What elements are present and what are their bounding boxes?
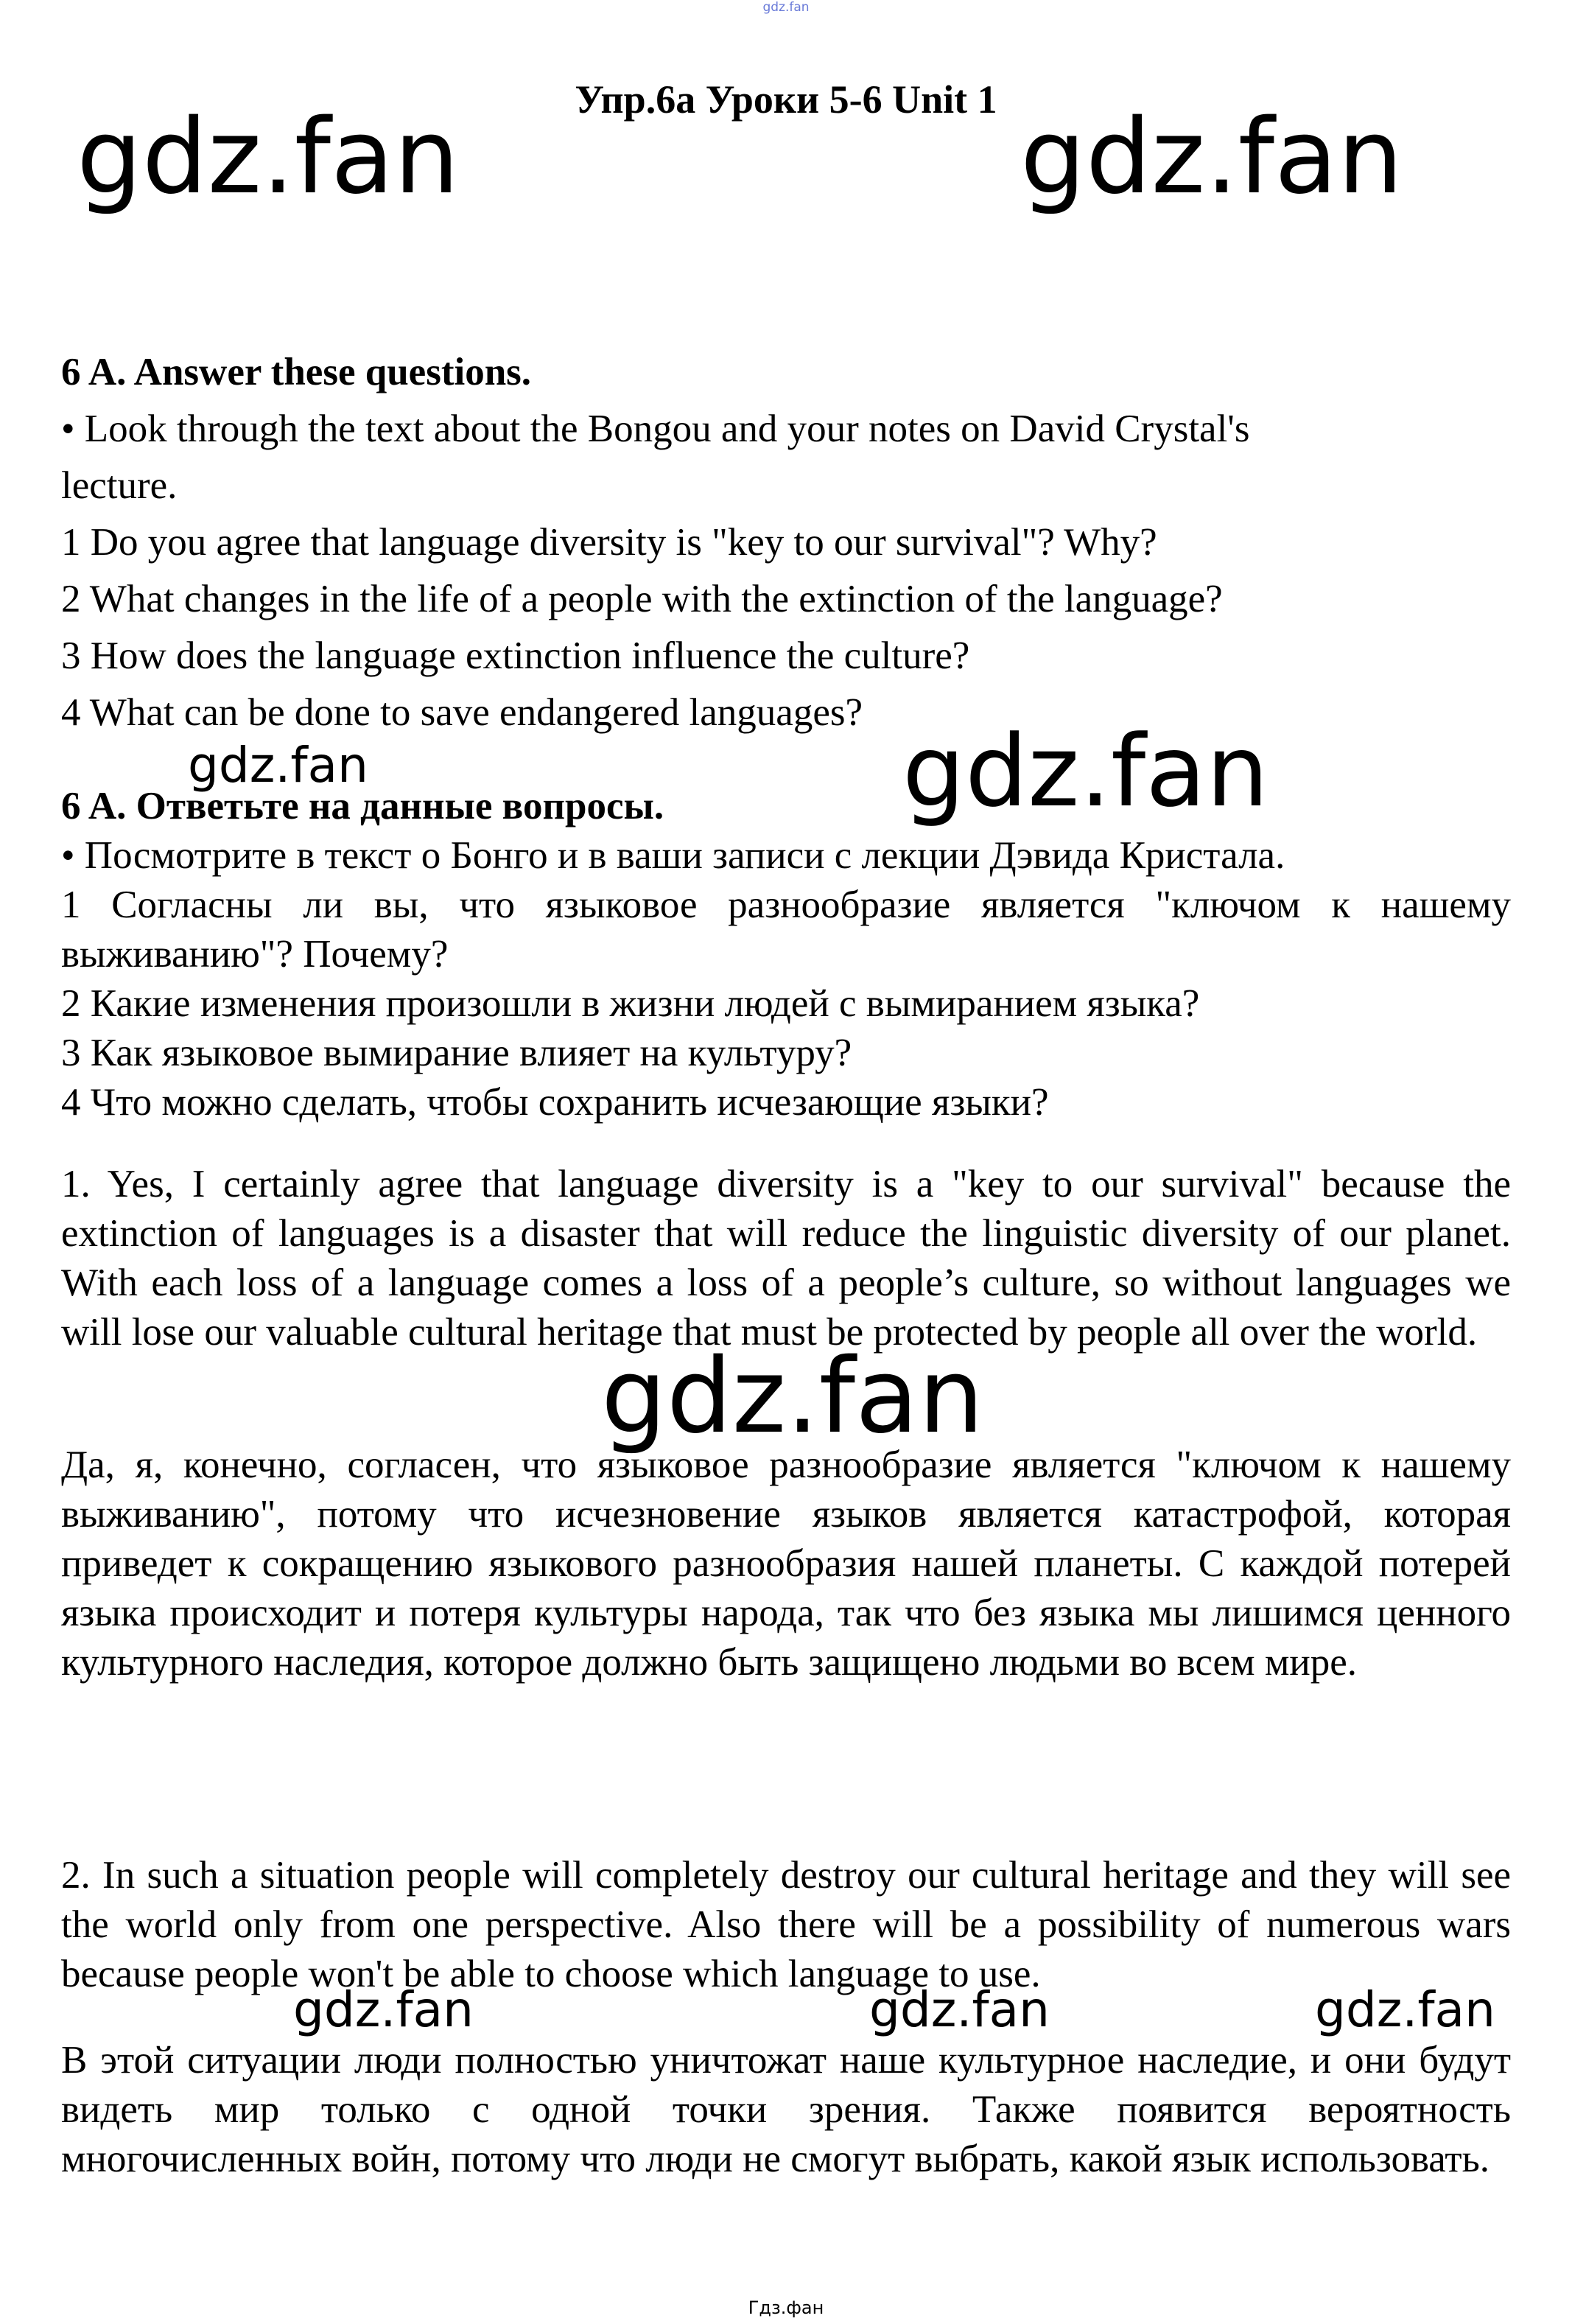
watermark-answer-2-left: gdz.fan	[293, 1981, 474, 2038]
task-en-question-3: 3 How does the language extinction influence the culture?	[61, 634, 970, 677]
task-ru-question-1: 1 Согласны ли вы, что языковое разнообразие является "ключом к нашему выживанию"? Почему?	[61, 883, 1511, 976]
answer-1-ru: Да, я, конечно, согласен, что языковое разнообразие является "ключом к нашему выживанию", потому что исчезновение языков является катастрофой, которая приведет к сокращению языкового разнообразия нашей планеты. С каждой потерей языка происходит и потеря культуры народа, так что без языка мы лишимся ценного культурного наследия, которое должно быть защищено людьми во всем мире.	[61, 1443, 1511, 1684]
watermark-mid-small: gdz.fan	[188, 737, 368, 794]
task-ru-heading: 6 A. Ответьте на данные вопросы.	[61, 785, 664, 827]
watermark-answer-2-center: gdz.fan	[869, 1981, 1050, 2038]
answer-1-en: 1. Yes, I certainly agree that language diversity is a "key to our survival" because the extinction of languages is a disaster that will reduce the linguistic diversity of our planet. With each loss of a language comes a loss of a people’s culture, so without languages we will lose our valuable cultural heritage that must be protected by people all over the world.	[61, 1163, 1511, 1354]
answer-2-ru: В этой ситуации люди полностью уничтожат наше культурное наследие, и они будут видеть мир только с одной точки зрения. Также появится вероятность многочисленных войн, потому что люди не смогут выбрать, какой язык использовать.	[61, 2039, 1511, 2180]
task-ru-question-3: 3 Как языковое вымирание влияет на культуру?	[61, 1032, 852, 1074]
task-ru-question-2: 2 Какие изменения произошли в жизни людей с вымиранием языка?	[61, 982, 1200, 1025]
task-ru-question-4: 4 Что можно сделать, чтобы сохранить исчезающие языки?	[61, 1081, 1049, 1124]
task-ru-intro: • Посмотрите в текст о Бонго и в ваши записи с лекции Дэвида Кристала.	[61, 834, 1285, 877]
task-en-question-1: 1 Do you agree that language diversity is "key to our survival"? Why?	[61, 521, 1157, 564]
watermark-mid-large: gdz.fan	[902, 714, 1269, 829]
page-title: Упр.6а Уроки 5-6 Unit 1	[575, 77, 997, 122]
answer-2-en: 2. In such a situation people will completely destroy our cultural heritage and they will see the world only from one perspective. Also there will be a possibility of numerous wars because people won't be able to choose which language to use.	[61, 1854, 1511, 1995]
top-watermark: gdz.fan	[762, 0, 810, 15]
footer-label: Гдз.фан	[748, 2297, 824, 2318]
watermark-answer-1: gdz.fan	[601, 1337, 984, 1457]
task-en-question-2: 2 What changes in the life of a people with the extinction of the language?	[61, 578, 1223, 620]
task-en-intro-line1: • Look through the text about the Bongou and your notes on David Crystal's	[61, 407, 1250, 450]
task-en-heading: 6 A. Answer these questions.	[61, 351, 532, 393]
task-en-question-4: 4 What can be done to save endangered languages?	[61, 691, 863, 734]
watermark-top-right: gdz.fan	[1020, 97, 1403, 217]
task-en-intro-line2: lecture.	[61, 464, 178, 507]
watermark-top-left: gdz.fan	[77, 97, 460, 217]
watermark-answer-2-right: gdz.fan	[1315, 1981, 1495, 2038]
